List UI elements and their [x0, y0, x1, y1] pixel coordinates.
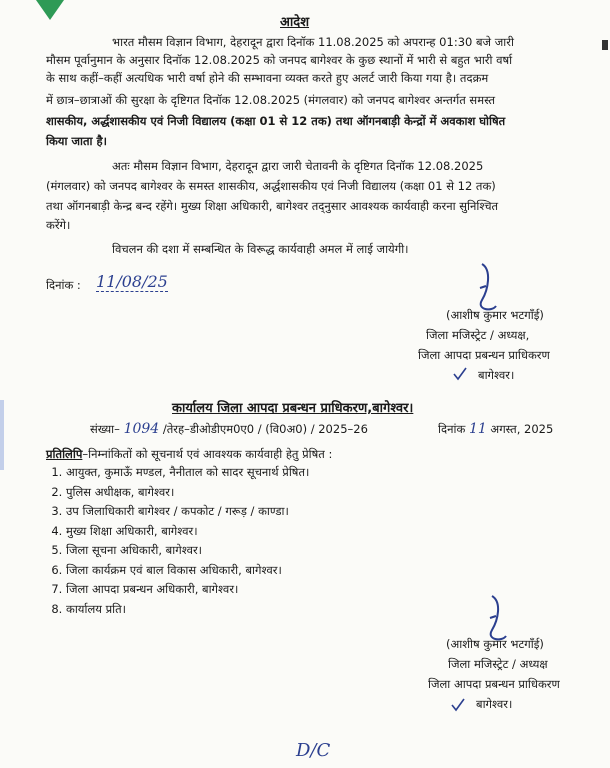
order-para1-line6: किया जाता है।	[46, 134, 107, 148]
office-date-rest: अगस्त, 2025	[490, 422, 554, 436]
list-item: 2. पुलिस अधीक्षक, बागेश्वर।	[66, 483, 309, 503]
order-sign-line2: जिला आपदा प्रबन्धन प्राधिकरण	[418, 348, 550, 362]
order-sign-name: (आशीष कुमार भटगाँई)	[446, 308, 544, 322]
office-date-label: दिनांक	[438, 422, 466, 436]
order-para1-line5: शासकीय, अर्द्धशासकीय एवं निजी विद्यालय (कक्षा 01 से 12 तक) तथा ऑगनबाड़ी केन्द्रों में अवकाश घोषित	[46, 114, 506, 128]
order-para2-line2: (मंगलवार) को जनपद बागेश्वर के समस्त शासकीय, अर्द्धशासकीय एवं निजी विद्यालय (कक्षा 01 से 12 तक)	[46, 179, 496, 193]
order-sign-line1: जिला मजिस्ट्रेट / अध्यक्ष,	[426, 328, 530, 342]
list-item: 6. जिला कार्यक्रम एवं बाल विकास अधिकारी, बागेश्वर।	[66, 561, 309, 581]
list-item: 5. जिला सूचना अधिकारी, बागेश्वर।	[66, 541, 309, 561]
list-item: 1. आयुक्त, कुमाऊँ मण्डल, नैनीताल को सादर सूचनार्थ प्रेषित।	[66, 463, 309, 483]
order-para1-line2: मौसम पूर्वानुमान के अनुसार दिनॉक 12.08.2025 को जनपद बागेश्वर के कुछ स्थानों में भारी से बहुत भारी वर्षा	[46, 53, 513, 67]
list-item: 7. जिला आपदा प्रबन्धन अधिकारी, बागेश्वर।	[66, 580, 309, 600]
copy-label: प्रतिलिपि	[46, 447, 83, 461]
order-para2-line3: तथा ऑगनबाड़ी केन्द्र बन्द रहेंगे। मुख्य शिक्षा अधिकारी, बागेश्वर तद्नुसार आवश्यक कार्यवाही करना सुनिश्चित	[46, 199, 499, 213]
copy-intro: –निम्नांकितों को सूचनार्थ एवं आवश्यक कार्यवाही हेतु प्रेषित :	[82, 447, 333, 461]
office-sign-line3: बागेश्वर।	[476, 697, 513, 711]
list-item: 8. कार्यालय प्रति।	[66, 600, 309, 620]
office-date-day: 11	[468, 421, 487, 437]
list-item: 4. मुख्य शिक्षा अधिकारी, बागेश्वर।	[66, 522, 309, 542]
office-date	[438, 420, 553, 438]
order-date-label: दिनांक :	[46, 278, 81, 292]
footer-mark: D/C	[296, 740, 331, 761]
tick-mark-icon	[452, 366, 468, 382]
order-para3: विचलन की दशा में सम्बन्धित के विरूद्ध कार्यवाही अमल में लाई जायेगी।	[112, 242, 409, 256]
order-title: आदेश	[280, 15, 310, 30]
corner-mark-icon	[36, 0, 64, 20]
order-para1-line4: में छात्र–छात्राओं की सुरक्षा के दृष्टिगत दिनॉक 12.08.2025 (मंगलवार) को जनपद बागेश्वर अन्तर्गत समस्त	[46, 93, 496, 107]
office-heading: कार्यालय जिला आपदा प्रबन्धन प्राधिकरण,बागेश्वर।	[172, 401, 414, 416]
recipient-list	[26, 463, 309, 619]
scan-edge-mark	[0, 400, 4, 470]
order-date-handwritten: 11/08/25	[96, 272, 168, 291]
ref-label: संख्या–	[90, 422, 120, 436]
tick-mark-icon	[450, 697, 466, 713]
copy-line	[46, 445, 332, 463]
office-sign-name: (आशीष कुमार भटगाँई)	[446, 637, 544, 651]
order-para2-line4: करेंगे।	[46, 218, 71, 232]
ref-number: 1094	[123, 421, 160, 437]
office-sign-line1: जिला मजिस्ट्रेट / अध्यक्ष	[448, 657, 548, 671]
order-para1-line3: के साथ कहीं–कहीं अत्यधिक भारी वर्षा होने की सम्भावना व्यक्त करते हुए अलर्ट जारी किया गया है। तदक्रम	[46, 71, 489, 85]
edge-mark	[602, 40, 608, 50]
order-para1-line1: भारत मौसम विज्ञान विभाग, देहरादून द्वारा दिनॉक 11.08.2025 को अपरान्ह 01:30 बजे जारी	[112, 35, 514, 49]
ref-rest: /तेरह–डीओडीएम0ए0 / (वि0अ0) / 2025–26	[162, 422, 368, 436]
office-sign-line2: जिला आपदा प्रबन्धन प्राधिकरण	[428, 677, 560, 691]
ref-line	[90, 420, 368, 438]
list-item: 3. उप जिलाधिकारी बागेश्वर / कपकोट / गरूड़ / काण्डा।	[66, 502, 309, 522]
order-para2-line1: अतः मौसम विज्ञान विभाग, देहरादून द्वारा जारी चेतावनी के दृष्टिगत दिनॉक 12.08.2025	[112, 159, 484, 173]
order-sign-line3: बागेश्वर।	[478, 368, 515, 382]
